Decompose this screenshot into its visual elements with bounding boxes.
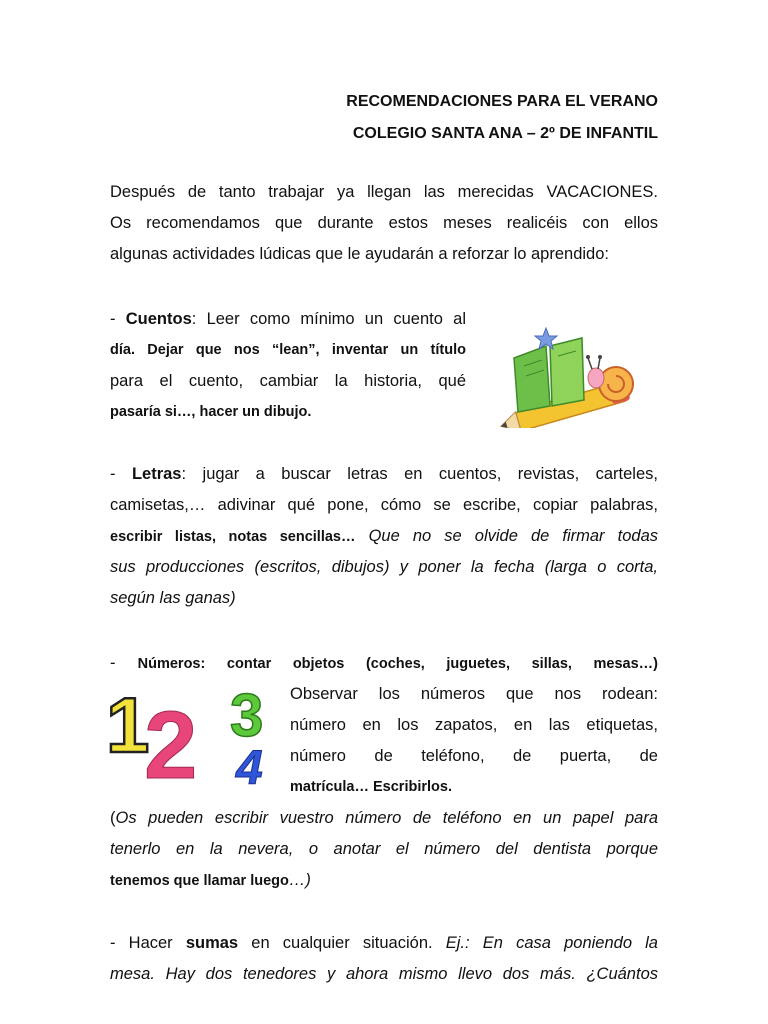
cuentos-section: [110, 304, 466, 428]
numeros-note-line: (Os pueden escribir vuestro número de teléfono en un papel para: [110, 809, 658, 827]
colorful-numbers-1234-illustration: [104, 680, 288, 788]
numeros-line: matrícula… Escribirlos.: [290, 779, 452, 795]
numeros-line: - Números: contar objetos (coches, juguetes, sillas, mesas…): [110, 654, 658, 672]
numeros-note-line: tenemos que llamar luego…): [110, 871, 311, 889]
letras-line: camisetas,… adivinar qué pone, cómo se escribe, copiar palabras,: [110, 496, 658, 514]
letras-line: sus producciones (escritos, dibujos) y poner la fecha (larga o corta,: [110, 558, 658, 576]
numeros-label: Números: [137, 656, 201, 672]
numeros-heading: [110, 648, 658, 679]
sumas-line: - Hacer sumas en cualquier situación. Ej.: En casa poniendo la: [110, 934, 658, 952]
cuentos-line: - Cuentos: Leer como mínimo un cuento al: [110, 310, 466, 328]
letras-label: Letras: [131, 465, 182, 483]
numeros-body: [290, 679, 658, 803]
cuentos-label: Cuentos: [125, 310, 192, 328]
letras-line: escribir listas, notas sencillas… Que no se olvide de firmar todas: [110, 527, 658, 545]
numeros-line: número en los zapatos, en las etiquetas,: [290, 716, 658, 734]
intro-paragraph: [110, 177, 658, 270]
book-with-snail-and-pencil-illustration: [494, 326, 650, 428]
number-glyph: 3: [230, 682, 264, 749]
cuentos-line: pasaría si…, hacer un dibujo.: [110, 404, 312, 420]
letras-line: según las ganas): [110, 589, 236, 607]
intro-line: Después de tanto trabajar ya llegan las merecidas VACACIONES.: [110, 183, 658, 201]
sumas-line: mesa. Hay dos tenedores y ahora mismo llevo dos más. ¿Cuántos: [110, 965, 658, 983]
intro-line: algunas actividades lúdicas que le ayudarán a reforzar lo aprendido:: [110, 245, 609, 263]
cuentos-line: día. Dejar que nos “lean”, inventar un título: [110, 342, 466, 358]
document-title: RECOMENDACIONES PARA EL VERANO: [346, 93, 658, 110]
numeros-note-line: tenerlo en la nevera, o anotar el número del dentista porque: [110, 840, 658, 858]
letras-section: [110, 459, 658, 614]
number-glyph: 2: [144, 692, 198, 788]
cuentos-line: para el cuento, cambiar la historia, qué: [110, 372, 466, 390]
numeros-line: número de teléfono, de puerta, de: [290, 747, 658, 765]
numeros-line: Observar los números que nos rodean:: [290, 685, 658, 703]
letras-line: - Letras: jugar a buscar letras en cuentos, revistas, carteles,: [110, 465, 658, 483]
number-glyph: 1: [106, 681, 150, 769]
number-glyph: 4: [236, 742, 263, 788]
sumas-section: [110, 928, 658, 990]
numeros-note: [110, 803, 658, 896]
intro-line: Os recomendamos que durante estos meses realicéis con ellos: [110, 214, 658, 232]
document-subtitle: COLEGIO SANTA ANA – 2º DE INFANTIL: [352, 125, 658, 142]
sumas-label: sumas: [185, 934, 239, 952]
